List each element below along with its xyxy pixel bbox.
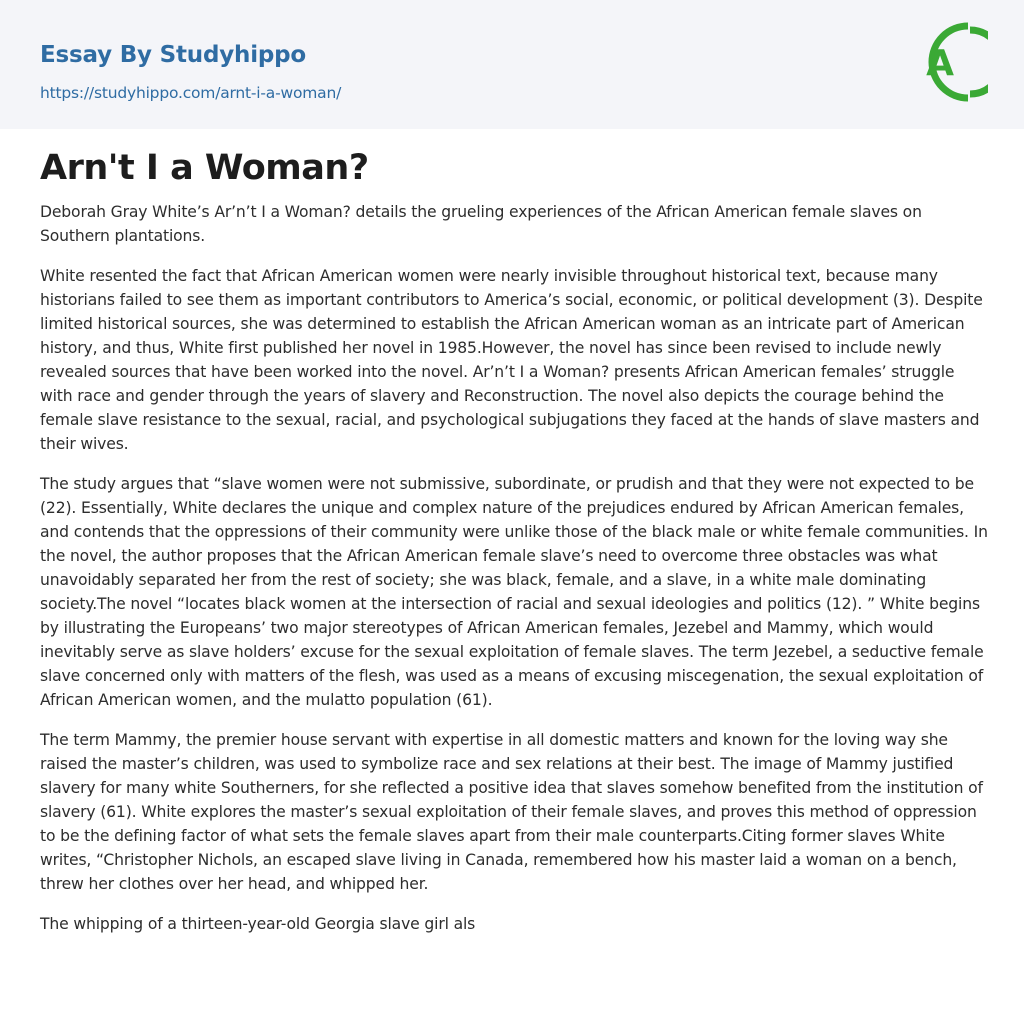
article-paragraph: The term Mammy, the premier house servant with expertise in all domestic matters and known for the loving way she raised the master’s children, was used to symbolize race and sex relations at their best. The image of Mammy justified slavery for many white Southerners, for she reflected a positive idea that slaves somehow benefited from the institution of slavery (61). White explores the master’s sexual exploitation of their female slaves, and proves this method of oppression to be the defining factor of what sets the female slaves apart from their male counterparts.Citing former slaves White writes, “Christopher Nichols, an escaped slave living in Canada, remembered how his master laid a woman on a bench, threw her clothes over her head, and whipped her. [40,731,983,893]
article-paragraph: Deborah Gray White’s Ar’n’t I a Woman? details the grueling experiences of the African American female slaves on Southern plantations. [40,203,922,245]
brand-title[interactable]: Essay By Studyhippo [40,42,307,68]
site-header [0,0,1024,129]
article-paragraph: The whipping of a thirteen-year-old Georgia slave girl als [40,915,476,933]
page-url-link[interactable]: https://studyhippo.com/arnt-i-a-woman/ [40,84,342,102]
article-title: Arn't I a Woman? [40,148,369,188]
logo-letter: A [926,43,954,84]
article-paragraph: The study argues that “slave women were not submissive, subordinate, or prudish and that they were not expected to be (22). Essentially, White declares the unique and complex nature of the prejudices endured by African American females, and contends that the oppressions of their community were unlike those of the black male or white female communities. In the novel, the author proposes that the African American female slave’s need to overcome three obstacles was what unavoidably separated her from the rest of society; she was black, female, and a slave, in a white male dominating society.The novel “locates black women at the intersection of racial and sexual ideologies and politics (12). ” White begins by illustrating the Europeans’ two major stereotypes of African American females, Jezebel and Mammy, which would inevitably serve as slave holders’ excuse for the sexual exploitation of female slaves. The term Jezebel, a seductive female slave concerned only with matters of the flesh, was used as a means of excusing miscegenation, the sexual exploitation of African American women, and the mulatto population (61). [40,475,988,709]
article [40,146,988,952]
article-paragraph: White resented the fact that African American women were nearly invisible throughout historical text, because many historians failed to see them as important contributors to America’s social, economic, or political development (3). Despite limited historical sources, she was determined to establish the African American woman as an intricate part of American history, and thus, White first published her novel in 1985.However, the novel has since been revised to include newly revealed sources that have been worked into the novel. Ar’n’t I a Woman? presents African American females’ struggle with race and gender through the years of slavery and Reconstruction. The novel also depicts the courage behind the female slave resistance to the sexual, racial, and psychological subjugations they faced at the hands of slave masters and their wives. [40,267,983,453]
studyhippo-logo-icon[interactable] [912,18,988,106]
